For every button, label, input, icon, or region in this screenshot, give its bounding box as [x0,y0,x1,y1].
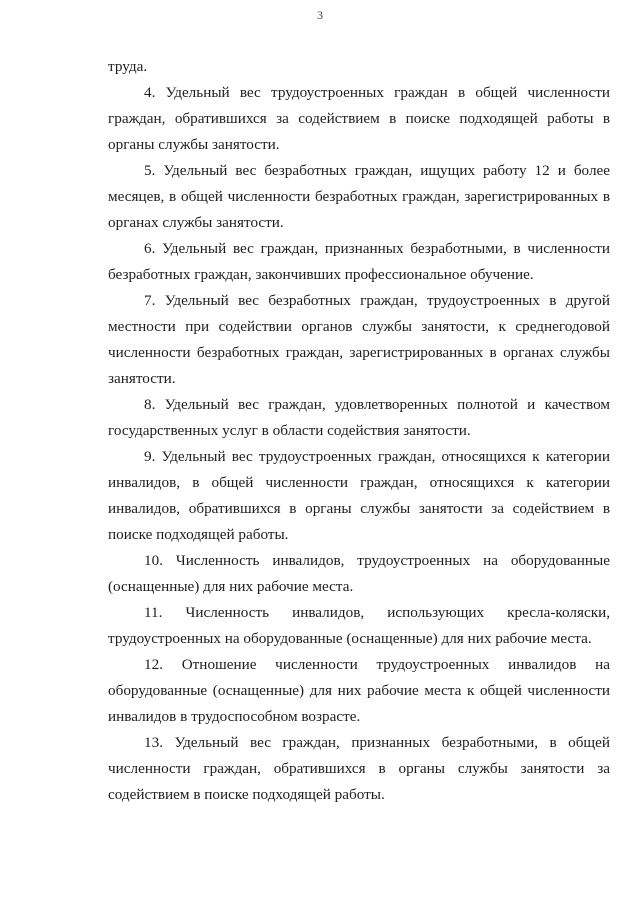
list-item-5: 5. Удельный вес безработных граждан, ищущих работу 12 и более месяцев, в общей численности безработных граждан, зарегистрированных в органах службы занятости. [108,162,610,231]
list-item-8: 8. Удельный вес граждан, удовлетворенных полнотой и качеством государственных услуг в области содействия занятости. [108,396,610,439]
page-number: 3 [317,8,323,22]
list-item-4: 4. Удельный вес трудоустроенных граждан в общей численности граждан, обратившихся за содействием в поиске подходящей работы в органы службы занятости. [108,84,610,153]
list-item-10: 10. Численность инвалидов, трудоустроенных на оборудованные (оснащенные) для них рабочие места. [108,552,610,595]
document-body [108,54,610,808]
list-item-13: 13. Удельный вес граждан, признанных безработными, в общей численности граждан, обратившихся в органы службы занятости за содействием в поиске подходящей работы. [108,734,610,803]
list-item-6: 6. Удельный вес граждан, признанных безработными, в численности безработных граждан, закончивших профессиональное обучение. [108,240,610,283]
list-item-11: 11. Численность инвалидов, использующих кресла-коляски, трудоустроенных на оборудованные (оснащенные) для них рабочие места. [108,604,610,647]
continuation-text: труда. [108,58,148,75]
list-item-12: 12. Отношение численности трудоустроенных инвалидов на оборудованные (оснащенные) для них рабочие места к общей численности инвалидов в трудоспособном возрасте. [108,656,610,725]
list-item-7: 7. Удельный вес безработных граждан, трудоустроенных в другой местности при содействии органов службы занятости, к среднегодовой численности безработных граждан, зарегистрированных в органах службы занятости. [108,292,610,387]
list-item-9: 9. Удельный вес трудоустроенных граждан, относящихся к категории инвалидов, в общей численности граждан, относящихся к категории инвалидов, обратившихся в органы службы занятости за содействием в поиске подходящей работы. [108,448,610,543]
